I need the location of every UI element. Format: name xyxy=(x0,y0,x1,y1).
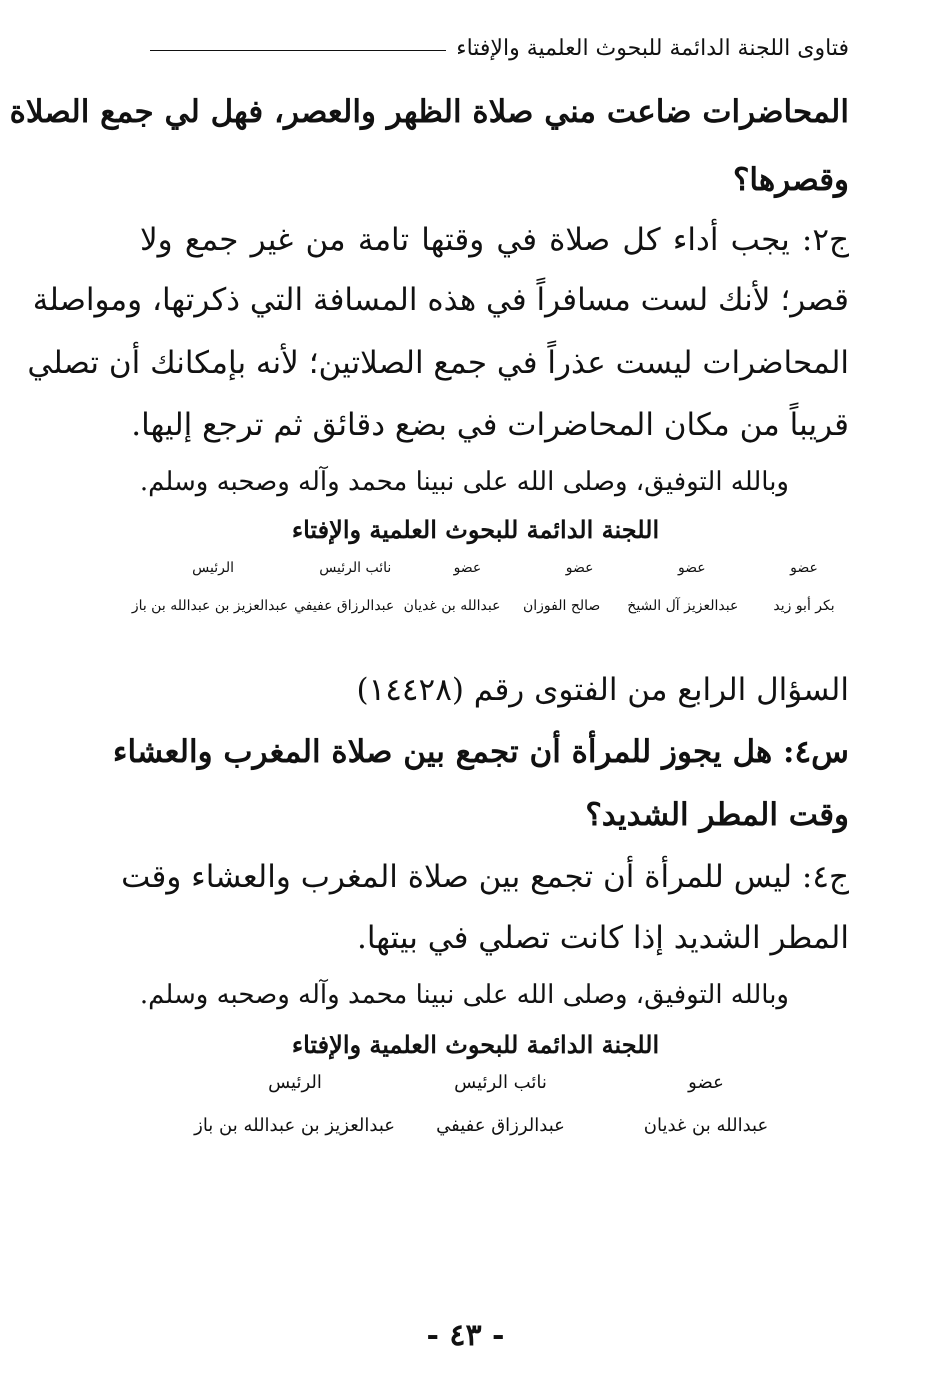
signatory-name: عبدالرزاق عفيفي xyxy=(436,1115,565,1136)
closing-3: وبالله التوفيق، وصلى الله على نبينا محمد وآله وصحبه وسلم. xyxy=(139,467,789,497)
signatory-role: عضو xyxy=(688,1072,724,1093)
answer-3-line-3: المحاضرات ليست عذراً في جمع الصلاتين؛ لأنه بإمكانك أن تصلي xyxy=(27,345,849,381)
signatory-name: عبدالله بن غديان xyxy=(643,1115,769,1136)
question-3-line-2: وقصرها؟ xyxy=(732,162,849,198)
signatory-role: الرئيس xyxy=(192,560,234,576)
signatory-names-3 xyxy=(131,598,849,614)
signatory-role: عضو xyxy=(565,560,594,576)
signatory-name: بكر أبو زيد xyxy=(773,598,835,614)
signatory-role: عضو xyxy=(790,560,818,576)
signatory-name: صالح الفوزان xyxy=(522,598,601,614)
question-3-line-1: المحاضرات ضاعت مني صلاة الظهر والعصر، فهل لي جمع الصلاة xyxy=(9,94,849,130)
signatory-names-4 xyxy=(195,1115,806,1136)
answer-3-line-1: ج٢: يجب أداء كل صلاة في وقتها تامة من غير جمع ولا xyxy=(140,222,849,258)
signatory-roles-3 xyxy=(138,560,849,576)
signatory-name: عبدالعزيز بن عبدالله بن باز xyxy=(194,1115,395,1136)
signatory-name: عبدالعزيز بن عبدالله بن باز xyxy=(131,598,289,614)
committee-4: اللجنة الدائمة للبحوث العلمية والإفتاء xyxy=(291,1030,660,1059)
signatory-role: نائب الرئيس xyxy=(319,560,392,576)
signatory-role: الرئيس xyxy=(268,1072,322,1093)
committee-3: اللجنة الدائمة للبحوث العلمية والإفتاء xyxy=(291,515,660,544)
signatory-name: عبدالعزيز آل الشيخ xyxy=(627,598,739,614)
signatory-role: عضو xyxy=(453,560,482,576)
signatory-name: عبدالرزاق عفيفي xyxy=(294,598,395,614)
signatory-role: نائب الرئيس xyxy=(454,1072,547,1093)
question-4-line-2: وقت المطر الشديد؟ xyxy=(585,797,849,833)
header-rule xyxy=(150,50,446,51)
answer-4-line-2: المطر الشديد إذا كانت تصلي في بيتها. xyxy=(356,920,849,956)
question-4-intro: السؤال الرابع من الفتوى رقم (١٤٤٢٨) xyxy=(356,672,849,708)
answer-4-line-1: ج٤: ليس للمرأة أن تجمع بين صلاة المغرب والعشاء وقت xyxy=(121,859,849,895)
answer-3-line-2: قصر؛ لأنك لست مسافراً في هذه المسافة التي ذكرتها، ومواصلة xyxy=(32,282,849,318)
closing-4: وبالله التوفيق، وصلى الله على نبينا محمد وآله وصحبه وسلم. xyxy=(139,980,789,1010)
running-header xyxy=(150,30,849,66)
question-4-line-1: س٤: هل يجوز للمرأة أن تجمع بين صلاة المغرب والعشاء xyxy=(112,734,849,770)
signatory-name: عبدالله بن غديان xyxy=(403,598,501,614)
signatory-role: عضو xyxy=(677,560,706,576)
page-number: - ٤٣ - xyxy=(426,1318,505,1353)
answer-3-line-4: قريباً من مكان المحاضرات في بضع دقائق ثم ترجع إليها. xyxy=(131,407,849,443)
header-title: فتاوى اللجنة الدائمة للبحوث العلمية والإفتاء xyxy=(456,35,849,61)
signatory-roles-4 xyxy=(195,1072,806,1093)
